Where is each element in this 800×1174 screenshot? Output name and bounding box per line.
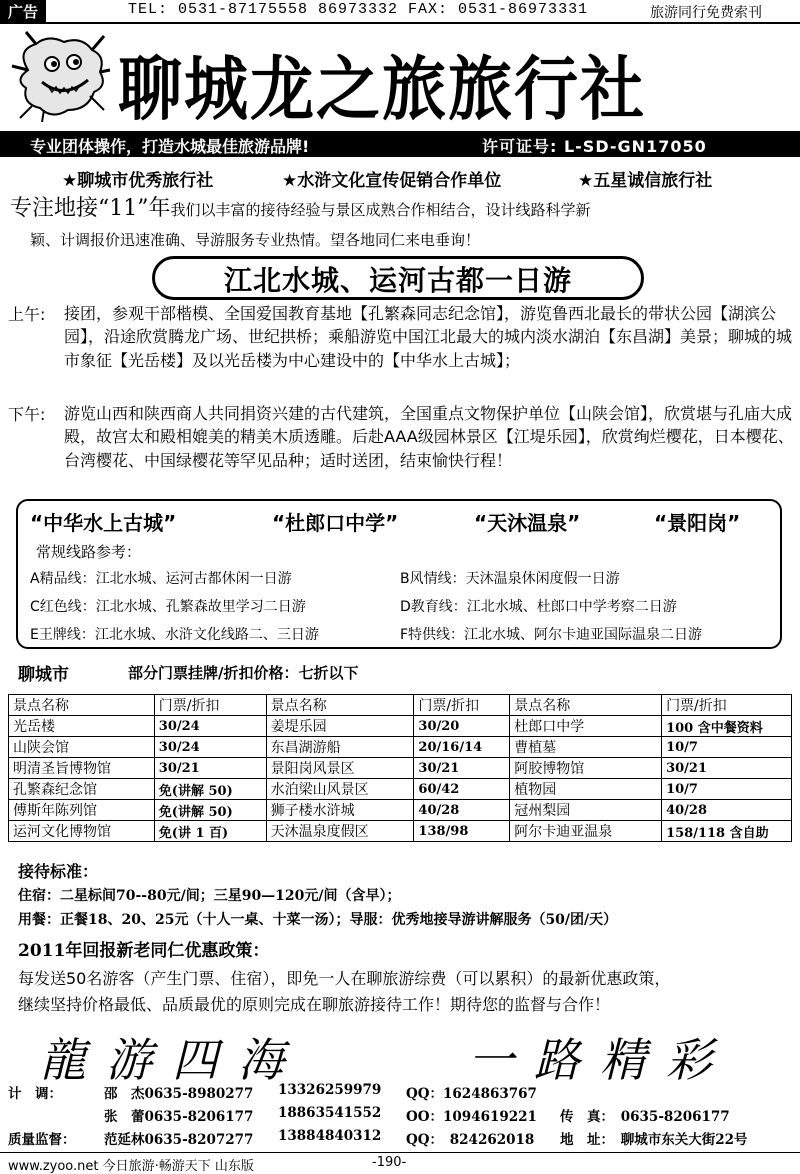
routes-title: 常规线路参考：	[36, 543, 142, 561]
agency-name: 聊城龙之旅旅行社	[118, 50, 646, 131]
table-cell: 曹植墓	[510, 737, 662, 758]
table-cell: 天沐温泉度假区	[266, 821, 414, 842]
contact-1-mobile: 13326259979	[278, 1082, 382, 1098]
table-cell: 60/42	[414, 779, 510, 800]
table-cell: 山陕会馆	[9, 737, 155, 758]
table-cell: 30/24	[154, 716, 266, 737]
header-index-label: 旅游同行免费索刊	[650, 5, 762, 21]
highlight-2: “杜郎口中学”	[272, 511, 399, 535]
header-divider	[0, 22, 800, 24]
table-cell: 100 含中餐资料	[662, 716, 792, 737]
table-row	[9, 800, 792, 821]
table-cell: 40/28	[662, 800, 792, 821]
footer-divider	[0, 1152, 800, 1153]
license-number: 许可证号: L-SD-GN17050	[482, 137, 707, 156]
route-d: D教育线：江北水城、杜郎口中学考察二日游	[400, 599, 677, 615]
table-cell: 138/98	[414, 821, 510, 842]
header-contact: TEL: 0531-87175558 86973332 FAX: 0531-86973331	[128, 1, 589, 18]
table-cell: 20/16/14	[414, 737, 510, 758]
table-cell: 傅斯年陈列馆	[9, 800, 155, 821]
table-cell: 30/21	[414, 758, 510, 779]
contact-1-qq: QQ：1624863767	[406, 1086, 537, 1102]
table-cell: 运河文化博物馆	[9, 821, 155, 842]
table-row	[9, 737, 792, 758]
honor-1: ★聊城市优秀旅行社	[62, 171, 214, 191]
contact-2-qq: OO：1094619221	[406, 1109, 537, 1125]
table-cell: 狮子楼水浒城	[266, 800, 414, 821]
afternoon-label: 下午:	[8, 405, 46, 424]
table-cell: 10/7	[662, 779, 792, 800]
table-cell: 10/7	[662, 737, 792, 758]
table-cell: 冠州梨园	[510, 800, 662, 821]
contact-3-phone: 范延林0635-8207277	[104, 1132, 254, 1148]
table-cell: 东昌湖游船	[266, 737, 414, 758]
table-cell: 水泊梁山风景区	[266, 779, 414, 800]
morning-label: 上午:	[8, 305, 46, 324]
fax: 传 真： 0635-8206177	[560, 1109, 730, 1125]
route-b: B风情线：天沐温泉休闲度假一日游	[400, 571, 620, 587]
qc-label: 质量监督：	[8, 1132, 76, 1148]
policy-line-1: 每发送50名游客（产生门票、住宿），即免一人在聊旅游综费（可以累积）的最新优惠政策，	[18, 969, 671, 988]
calligraphy-right: 一路精彩	[468, 1033, 732, 1087]
table-header: 景点名称	[510, 695, 662, 716]
table-cell: 植物园	[510, 779, 662, 800]
highlight-4: “景阳岗”	[654, 511, 741, 535]
page-number: -190-	[372, 1155, 407, 1170]
route-f: F特供线：江北水城、阿尔卡迪亚国际温泉二日游	[400, 627, 703, 643]
afternoon-text: 游览山西和陕西商人共同捐资兴建的古代建筑，全国重点文物保护单位【山陕会馆】，欣赏堪与孔庙大成殿，故宫太和殿相媲美的精美木质透雕。后赴AAA级园林景区【江堤乐园】，欣赏绚烂樱花，日本樱花、台湾樱花、中国绿樱花等罕见品种；适时送团，结束愉快行程！	[64, 404, 794, 470]
contact-2-mobile: 18863541552	[278, 1105, 382, 1121]
table-row	[9, 758, 792, 779]
intro-focus: 专注地接“11”年	[10, 196, 171, 221]
dining-standard: 用餐：正餐18、20、25元（十人一桌、十菜一汤）；导服：优秀地接导游讲解服务（50/团/天）	[18, 912, 618, 928]
highlight-3: “天沐温泉”	[474, 511, 581, 535]
table-cell: 孔繁森纪念馆	[9, 779, 155, 800]
table-row	[9, 821, 792, 842]
dispatch-label: 计 调：	[8, 1086, 62, 1102]
table-cell: 景阳岗风景区	[266, 758, 414, 779]
table-cell: 免(讲解 50)	[154, 779, 266, 800]
slogan: 专业团体操作，打造水城最佳旅游品牌!	[30, 137, 310, 156]
table-header: 门票/折扣	[414, 695, 510, 716]
table-cell: 光岳楼	[9, 716, 155, 737]
table-cell: 明清圣旨博物馆	[9, 758, 155, 779]
table-cell: 姜堤乐园	[266, 716, 414, 737]
intro-line-1-rest: 我们以丰富的接待经验与景区成熟合作相结合，设计线路科学新	[170, 201, 591, 219]
intro-line-2: 颖、计调报价迅速准确、导游服务专业热情。望各地同仁来电垂询！	[30, 231, 481, 249]
footer-site: www.zyoo.net 今日旅游·畅游天下 山东版	[8, 1159, 254, 1174]
policy-line-2: 继续坚持价格最低、品质最优的原则完成在聊旅游接待工作！期待您的监督与合作！	[18, 995, 611, 1014]
table-cell: 30/24	[154, 737, 266, 758]
route-a: A精品线：江北水城、运河古都休闲一日游	[30, 571, 292, 587]
morning-text: 接团，参观干部楷模、全国爱国教育基地【孔繁森同志纪念馆】，游览鲁西北最长的带状公园【湖滨公园】，沿途欣赏腾龙广场、世纪拱桥；乘船游览中国江北最大的城内淡水湖泊【东昌湖】美景；聊城的城市象征【光岳楼】及以光岳楼为中心建设中的【中华水上古城】；	[64, 304, 793, 370]
honor-2: ★水浒文化宣传促销合作单位	[282, 171, 502, 191]
table-cell: 30/21	[154, 758, 266, 779]
lodging-standard: 住宿：二星标间70--80元/间；三星90—120元/间（含早）；	[18, 888, 401, 904]
contact-3-mobile: 13884840312	[278, 1128, 382, 1144]
table-cell: 158/118 含自助	[662, 821, 792, 842]
intro-line-1	[10, 194, 795, 225]
table-cell: 阿尔卡迪亚温泉	[510, 821, 662, 842]
standards-title: 接待标准：	[18, 862, 99, 881]
policy-title: 2011年回报新老同仁优惠政策：	[18, 941, 270, 961]
table-row	[9, 779, 792, 800]
address: 地 址： 聊城市东关大街22号	[560, 1132, 748, 1148]
table-cell: 40/28	[414, 800, 510, 821]
ticket-heading: 部分门票挂牌/折扣价格：七折以下	[128, 664, 359, 682]
table-cell: 30/21	[662, 758, 792, 779]
table-cell: 免(讲解 50)	[154, 800, 266, 821]
table-cell: 阿胶博物馆	[510, 758, 662, 779]
table-row	[9, 716, 792, 737]
city-label: 聊城市	[18, 665, 69, 685]
contact-3-qq: QQ： 824262018	[406, 1132, 535, 1148]
banner-title: 江北水城、运河古都一日游	[223, 264, 572, 297]
table-header: 门票/折扣	[154, 695, 266, 716]
calligraphy-left: 龍游四海	[40, 1033, 304, 1087]
table-header: 门票/折扣	[662, 695, 792, 716]
route-e: E王牌线：江北水城、水浒文化线路二、三日游	[30, 627, 319, 643]
dragon-logo-icon	[8, 30, 112, 122]
contact-2-phone: 张 蕾0635-8206177	[104, 1109, 254, 1125]
ticket-table	[8, 694, 792, 842]
ad-tag: 广告	[0, 0, 46, 24]
highlight-1: “中华水上古城”	[30, 511, 177, 535]
table-header: 景点名称	[266, 695, 414, 716]
table-cell: 免(讲 1 百)	[154, 821, 266, 842]
contact-1-phone: 邵 杰0635-8980277	[104, 1086, 254, 1102]
table-header-row	[9, 695, 792, 716]
table-cell: 杜郎口中学	[510, 716, 662, 737]
honor-3: ★五星诚信旅行社	[578, 171, 713, 191]
table-header: 景点名称	[9, 695, 155, 716]
table-cell: 30/20	[414, 716, 510, 737]
route-c: C红色线：江北水城、孔繁森故里学习二日游	[30, 599, 306, 615]
